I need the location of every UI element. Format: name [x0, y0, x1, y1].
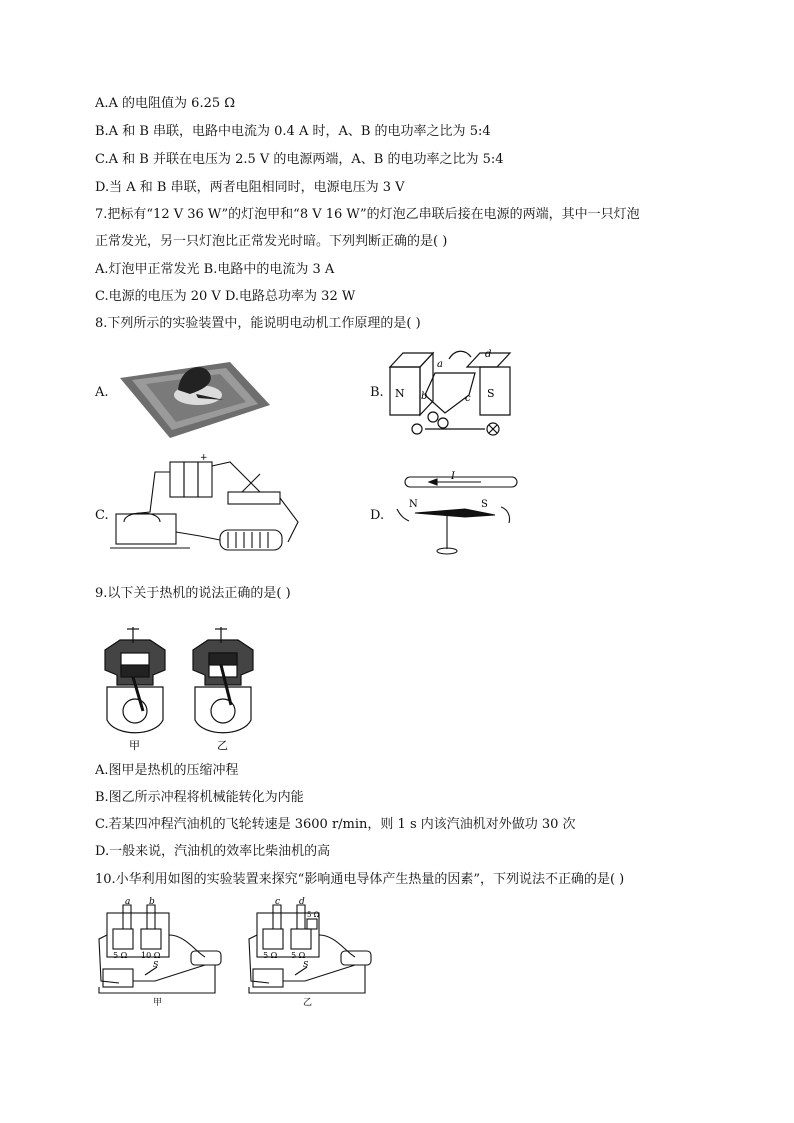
q8-label-c: C.	[95, 508, 109, 523]
q10-jia-switch: S	[153, 960, 159, 969]
q8-b-label-b: b	[421, 391, 428, 402]
q8-d-current-i: I	[451, 471, 455, 482]
q10-yi-r1: 5 Ω	[263, 951, 278, 960]
q8-label-b: B.	[370, 385, 384, 400]
q7-stem-line1: 7.把标有“12 V 36 W”的灯泡甲和“8 V 16 W”的灯泡乙串联后接在电源的两端，其中一只灯泡	[95, 207, 640, 222]
q6-option-a: A.A 的电阻值为 6.25 Ω	[95, 96, 236, 111]
q8-b-s-pole: S	[487, 387, 495, 400]
q8-b-label-d: d	[485, 349, 492, 360]
q10-jia-label-b: b	[149, 897, 155, 907]
q9-caption-yi: 乙	[217, 739, 228, 752]
q10-jia-r2: 10 Ω	[141, 951, 161, 960]
q8-b-label-c: c	[465, 393, 471, 404]
q9-figure-engines	[95, 615, 275, 755]
q8-figure-c-circuit	[110, 452, 305, 564]
q10-stem: 10.小华利用如图的实验装置来探究“影响通电导体产生热量的因素”，下列说法不正确的是( )	[95, 872, 625, 887]
q10-jia-r1: 5 Ω	[113, 951, 128, 960]
q10-figure-jia	[95, 895, 225, 1007]
q8-b-label-a: a	[437, 359, 443, 370]
q9-option-b: B.图乙所示冲程将机械能转化为内能	[95, 790, 304, 805]
q10-yi-r3: 5 Ω	[307, 911, 320, 919]
q8-figure-d-oersted	[385, 465, 525, 560]
q6-option-d: D.当 A 和 B 串联，两者电阻相同时，电源电压为 3 V	[95, 180, 405, 195]
q10-yi-caption: 乙	[303, 998, 313, 1007]
q8-label-d: D.	[370, 508, 385, 523]
q9-option-a: A.图甲是热机的压缩冲程	[95, 763, 239, 778]
q10-yi-switch: S	[303, 960, 309, 969]
q7-stem-line2: 正常发光，另一只灯泡比正常发光时暗。下列判断正确的是( )	[95, 234, 448, 249]
q9-option-c: C.若某四冲程汽油机的飞轮转速是 3600 r/min，则 1 s 内该汽油机对外做功 30 次	[95, 817, 576, 832]
q8-figure-a-compass-photo	[110, 350, 275, 440]
q8-b-n-pole: N	[395, 387, 405, 400]
q8-figure-b-motor	[385, 345, 515, 440]
q8-c-plus: +	[200, 453, 208, 463]
q9-option-d: D.一般来说，汽油机的效率比柴油机的高	[95, 844, 331, 859]
q8-label-a: A.	[95, 385, 109, 400]
q8-stem: 8.下列所示的实验装置中，能说明电动机工作原理的是( )	[95, 316, 421, 331]
q8-d-n-pole: N	[409, 499, 418, 510]
q8-d-s-pole: S	[481, 499, 488, 510]
q6-option-b: B.A 和 B 串联，电路中电流为 0.4 A 时，A、B 的电功率之比为 5:4	[95, 124, 491, 139]
q9-stem: 9.以下关于热机的说法正确的是( )	[95, 586, 291, 601]
q9-caption-jia: 甲	[129, 739, 140, 752]
q10-yi-label-d: d	[299, 897, 305, 907]
q10-jia-label-a: a	[125, 897, 131, 907]
q7-options-ab: A.灯泡甲正常发光 B.电路中的电流为 3 A	[95, 262, 335, 277]
q10-yi-r2: 5 Ω	[291, 951, 306, 960]
q10-figure-yi	[245, 895, 375, 1007]
q10-jia-caption: 甲	[153, 998, 163, 1007]
q7-options-cd: C.电源的电压为 20 V D.电路总功率为 32 W	[95, 289, 356, 304]
q6-option-c: C.A 和 B 并联在电压为 2.5 V 的电源两端，A、B 的电功率之比为 5:4	[95, 152, 504, 167]
q10-yi-label-c: c	[275, 897, 281, 907]
